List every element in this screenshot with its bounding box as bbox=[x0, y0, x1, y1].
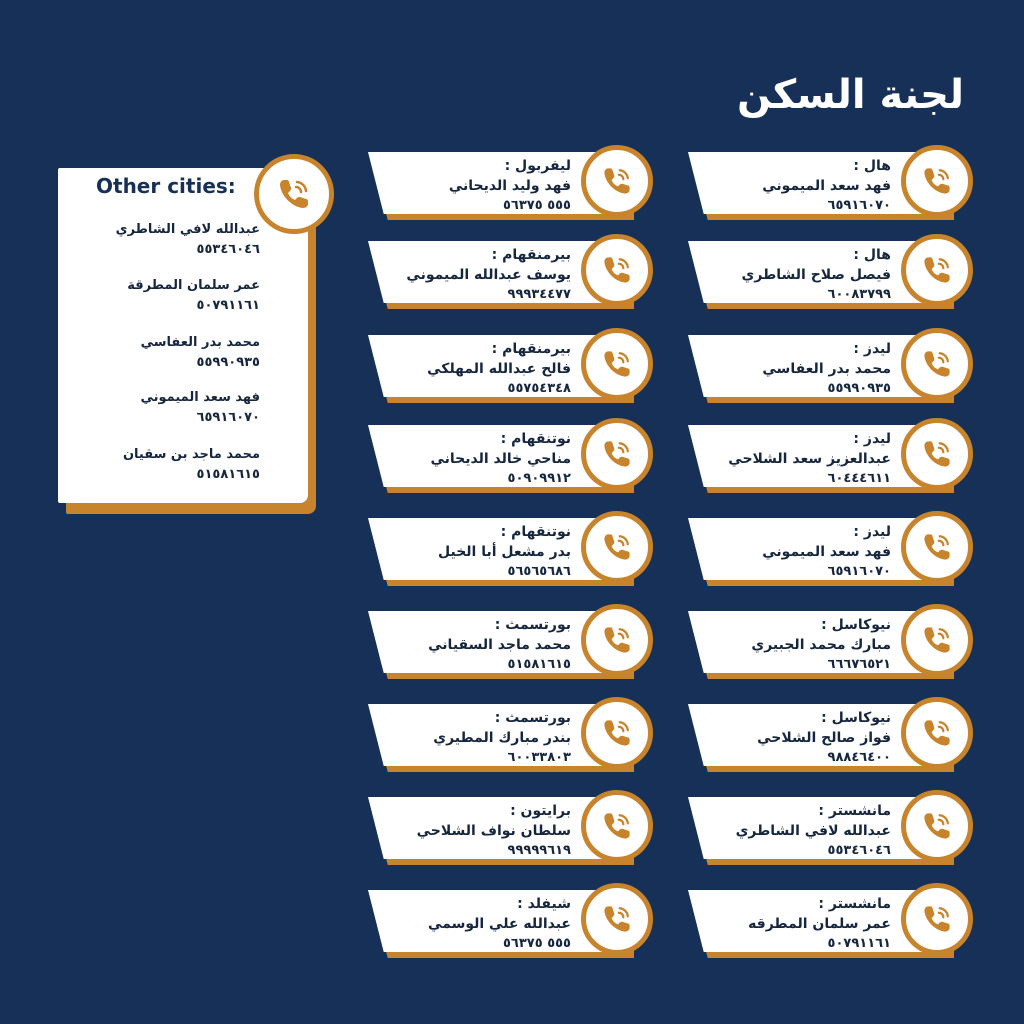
city-label: ليدز : bbox=[853, 431, 891, 447]
city-label: شيفلد : bbox=[517, 896, 571, 912]
contact-card bbox=[688, 425, 973, 495]
contact-phone[interactable]: ٩٩٩٩٩٦١٩ bbox=[507, 843, 571, 858]
contact-text bbox=[701, 615, 891, 675]
contact-phone[interactable]: ٥١٥٨١٦١٥ bbox=[507, 657, 571, 672]
city-label: ليدز : bbox=[853, 341, 891, 357]
contact-phone[interactable]: ٦٠٤٤٤٦١١ bbox=[827, 471, 891, 486]
contact-text bbox=[701, 801, 891, 861]
phone-icon[interactable] bbox=[581, 328, 653, 400]
phone-icon[interactable] bbox=[901, 145, 973, 217]
contact-card bbox=[368, 335, 653, 405]
city-label: ليفربول : bbox=[504, 158, 571, 174]
contact-text bbox=[381, 522, 571, 582]
contact-card bbox=[368, 518, 653, 588]
phone-icon[interactable] bbox=[581, 418, 653, 490]
contact-card bbox=[368, 704, 653, 774]
other-city-entry: عبدالله لافي الشاطري ٥٥٣٤٦٠٤٦ bbox=[115, 222, 260, 257]
contact-name: عبدالعزيز سعد الشلاحي bbox=[728, 451, 891, 467]
phone-icon[interactable] bbox=[901, 328, 973, 400]
contact-phone[interactable]: ٦٠٠٣٣٨٠٣ bbox=[507, 750, 571, 765]
contact-name: فهد سعد الميموني bbox=[762, 178, 891, 194]
phone-icon[interactable] bbox=[901, 697, 973, 769]
other-cities-heading: Other cities: bbox=[96, 174, 236, 198]
phone-icon[interactable] bbox=[254, 154, 334, 234]
contact-card bbox=[688, 890, 973, 960]
contact-text bbox=[701, 429, 891, 489]
contact-phone[interactable]: ٥٥٥ ٥٦٣٧٥ bbox=[502, 936, 571, 951]
contact-name: مناحي خالد الديحاني bbox=[430, 451, 571, 467]
other-city-entry: فهد سعد الميموني ٦٥٩١٦٠٧٠ bbox=[140, 390, 260, 425]
contact-card bbox=[368, 152, 653, 222]
contact-name: عمر سلمان المطرقه bbox=[748, 916, 891, 932]
city-label: نيوكاسل : bbox=[821, 710, 891, 726]
phone-icon[interactable] bbox=[581, 604, 653, 676]
contact-text bbox=[381, 894, 571, 954]
other-city-entry: عمر سلمان المطرقة ٥٠٧٩١١٦١ bbox=[127, 278, 260, 313]
contact-text bbox=[701, 339, 891, 399]
phone-icon[interactable] bbox=[581, 790, 653, 862]
city-label: بورتسمث : bbox=[494, 617, 571, 633]
contact-card bbox=[688, 335, 973, 405]
contact-text bbox=[701, 522, 891, 582]
city-label: بورتسمث : bbox=[494, 710, 571, 726]
contact-name: يوسف عبدالله الميموني bbox=[406, 267, 571, 283]
phone-icon[interactable] bbox=[581, 511, 653, 583]
contact-phone[interactable]: ٥٥٧٥٤٣٤٨ bbox=[507, 381, 571, 396]
other-cities-panel bbox=[58, 168, 318, 514]
contact-text bbox=[701, 708, 891, 768]
contact-name: فهد سعد الميموني bbox=[762, 544, 891, 560]
other-city-entry: محمد ماجد بن سقيان ٥١٥٨١٦١٥ bbox=[122, 447, 260, 482]
contact-phone[interactable]: ٦٥٩١٦٠٧٠ bbox=[827, 564, 891, 579]
city-label: بيرمنقهام : bbox=[491, 341, 571, 357]
phone-icon[interactable] bbox=[901, 511, 973, 583]
contact-phone[interactable]: ٩٨٨٤٦٤٠٠ bbox=[827, 750, 891, 765]
contact-text bbox=[381, 615, 571, 675]
contact-name: محمد ماجد السقياني bbox=[428, 637, 571, 653]
contact-text bbox=[381, 801, 571, 861]
contact-name: فالح عبدالله المهلكي bbox=[427, 361, 571, 377]
city-label: نوتنقهام : bbox=[500, 524, 571, 540]
contact-name: عبدالله لافي الشاطري bbox=[735, 823, 891, 839]
contact-name: بدر مشعل أبا الخيل bbox=[437, 544, 571, 560]
contact-card bbox=[368, 611, 653, 681]
contact-text bbox=[381, 156, 571, 216]
contact-name: فواز صالح الشلاحي bbox=[757, 730, 891, 746]
contact-name: فيصل صلاح الشاطري bbox=[741, 267, 891, 283]
phone-icon[interactable] bbox=[581, 234, 653, 306]
contact-name: عبدالله علي الوسمي bbox=[428, 916, 571, 932]
contact-name: فهد وليد الديحاني bbox=[448, 178, 571, 194]
contact-card bbox=[688, 241, 973, 311]
contact-text bbox=[381, 429, 571, 489]
city-label: بيرمنقهام : bbox=[491, 247, 571, 263]
contact-phone[interactable]: ٩٩٩٣٤٤٧٧ bbox=[507, 287, 571, 302]
other-city-entry: محمد بدر العفاسي ٥٥٩٩٠٩٣٥ bbox=[140, 335, 260, 370]
city-label: ليدز : bbox=[853, 524, 891, 540]
contact-name: محمد بدر العفاسي bbox=[762, 361, 891, 377]
phone-icon[interactable] bbox=[901, 883, 973, 955]
city-label: نوتنقهام : bbox=[500, 431, 571, 447]
phone-icon[interactable] bbox=[901, 418, 973, 490]
contact-card bbox=[368, 425, 653, 495]
contact-phone[interactable]: ٥٥٥ ٥٦٣٧٥ bbox=[502, 198, 571, 213]
city-label: هال : bbox=[853, 158, 891, 174]
contact-phone[interactable]: ٦٥٩١٦٠٧٠ bbox=[827, 198, 891, 213]
contact-phone[interactable]: ٥٥٩٩٠٩٣٥ bbox=[827, 381, 891, 396]
phone-icon[interactable] bbox=[901, 234, 973, 306]
contact-text bbox=[381, 339, 571, 399]
contact-phone[interactable]: ٦٦٦٧٦٥٢١ bbox=[827, 657, 891, 672]
contact-text bbox=[701, 894, 891, 954]
contact-name: مبارك محمد الجبيري bbox=[751, 637, 891, 653]
contact-phone[interactable]: ٦٠٠٨٣٧٩٩ bbox=[827, 287, 891, 302]
contact-name: سلطان نواف الشلاحي bbox=[416, 823, 571, 839]
contact-card bbox=[368, 241, 653, 311]
city-label: برايتون : bbox=[510, 803, 571, 819]
contact-text bbox=[701, 245, 891, 305]
contact-phone[interactable]: ٥٦٥٦٥٦٨٦ bbox=[507, 564, 571, 579]
contact-card bbox=[688, 518, 973, 588]
page-title: لجنة السكن bbox=[736, 72, 964, 118]
city-label: مانشستر : bbox=[818, 896, 891, 912]
phone-icon[interactable] bbox=[581, 697, 653, 769]
contact-card bbox=[368, 890, 653, 960]
contact-card bbox=[368, 797, 653, 867]
city-label: نيوكاسل : bbox=[821, 617, 891, 633]
contact-card bbox=[688, 704, 973, 774]
contact-phone[interactable]: ٥٥٣٤٦٠٤٦ bbox=[827, 843, 891, 858]
city-label: مانشستر : bbox=[818, 803, 891, 819]
contact-phone[interactable]: ٥٠٧٩١١٦١ bbox=[827, 936, 891, 951]
contact-text bbox=[381, 245, 571, 305]
contact-card bbox=[688, 611, 973, 681]
phone-icon[interactable] bbox=[581, 145, 653, 217]
phone-icon[interactable] bbox=[581, 883, 653, 955]
contact-text bbox=[381, 708, 571, 768]
contact-card bbox=[688, 152, 973, 222]
contact-text bbox=[701, 156, 891, 216]
phone-icon[interactable] bbox=[901, 604, 973, 676]
contact-card bbox=[688, 797, 973, 867]
phone-icon[interactable] bbox=[901, 790, 973, 862]
city-label: هال : bbox=[853, 247, 891, 263]
contact-name: بندر مبارك المطيري bbox=[433, 730, 571, 746]
contact-phone[interactable]: ٥٠٩٠٩٩١٢ bbox=[507, 471, 571, 486]
